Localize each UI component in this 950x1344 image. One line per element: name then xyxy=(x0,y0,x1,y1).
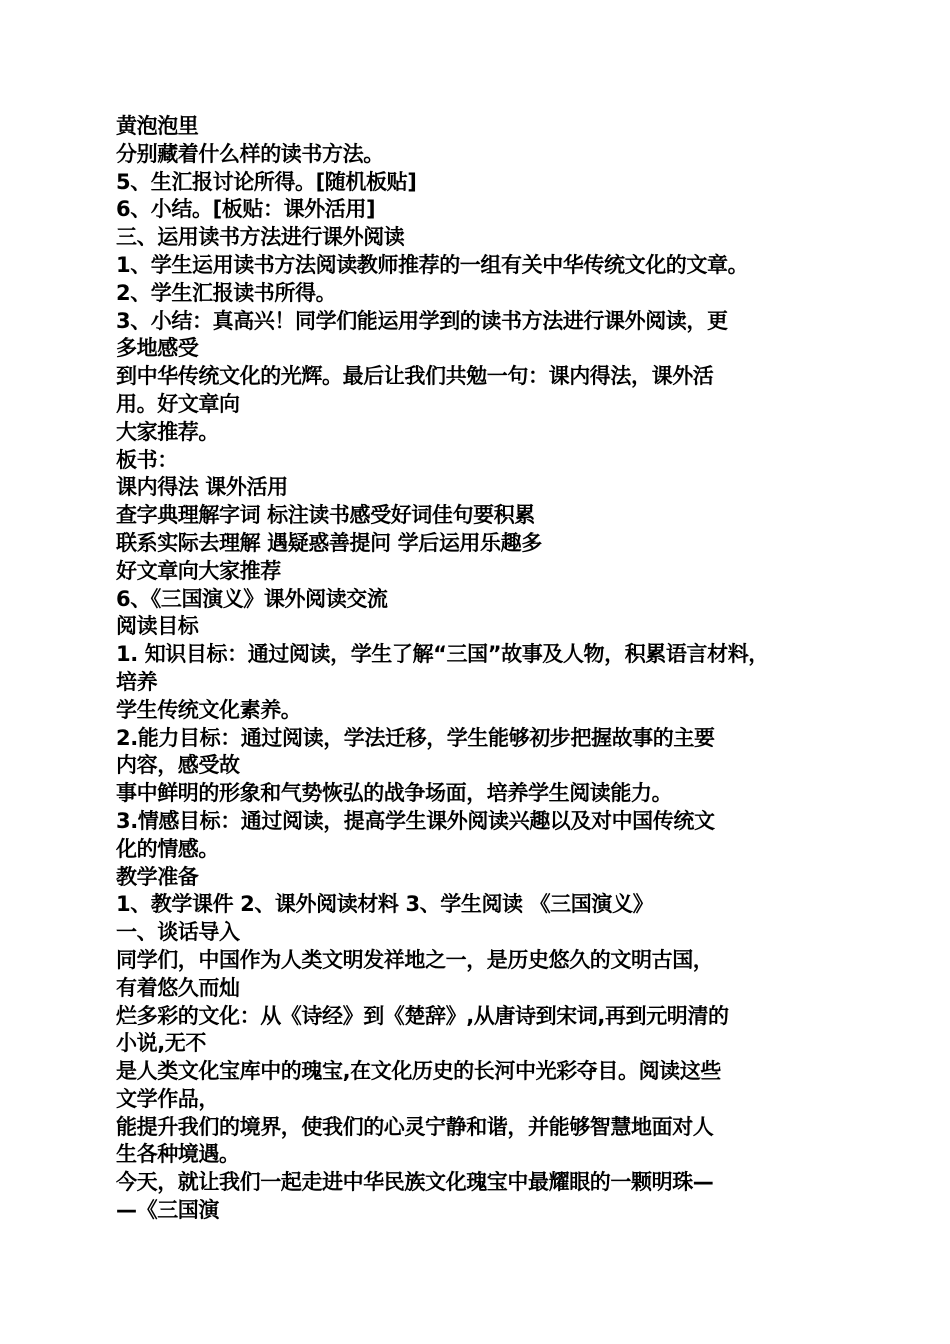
text-line: 到中华传统文化的光辉。最后让我们共勉一句：课内得法，课外活 xyxy=(116,364,714,389)
text-line: 1. 知识目标：通过阅读，学生了解“三国”故事及人物，积累语言材料， xyxy=(116,642,769,667)
section-heading: 6、《三国演义》课外阅读交流 xyxy=(116,586,388,611)
text-line: 是人类文化宝库中的瑰宝,在文化历史的长河中光彩夺目。阅读这些 xyxy=(116,1059,721,1084)
section-heading: 一、谈话导入 xyxy=(116,920,240,945)
text-line: 能提升我们的境界，使我们的心灵宁静和谐，并能够智慧地面对人 xyxy=(116,1114,714,1139)
text-line: 好文章向大家推荐 xyxy=(116,558,281,583)
text-line: 5、生汇报讨论所得。[随机板贴] xyxy=(116,169,417,194)
text-line: 联系实际去理解 遇疑惑善提问 学后运用乐趣多 xyxy=(116,530,542,555)
text-line: 分别藏着什么样的读书方法。 xyxy=(116,141,384,166)
text-line: 多地感受 xyxy=(116,336,199,361)
text-line: 6、小结。[板贴：课外活用] xyxy=(116,197,376,222)
text-line: 黄泡泡里 xyxy=(116,114,199,138)
text-line: 今天，就让我们一起走进中华民族文化瑰宝中最耀眼的一颗明珠— xyxy=(116,1170,714,1195)
text-line: 烂多彩的文化：从《诗经》到《楚辞》,从唐诗到宋词,再到元明清的 xyxy=(116,1003,729,1028)
text-line: 3.情感目标：通过阅读，提高学生课外阅读兴趣以及对中国传统文 xyxy=(116,808,715,833)
text-line: 事中鲜明的形象和气势恢弘的战争场面，培养学生阅读能力。 xyxy=(116,781,673,806)
text-line: 小说,无不 xyxy=(116,1031,206,1056)
section-heading: 三、运用读书方法进行课外阅读 xyxy=(116,225,405,250)
blackboard-heading: 板书： xyxy=(116,447,178,472)
document-body xyxy=(116,113,856,1225)
text-line: 2.能力目标：通过阅读，学法迁移，学生能够初步把握故事的主要 xyxy=(116,725,715,750)
text-line: 查字典理解字词 标注读书感受好词佳句要积累 xyxy=(116,503,535,528)
text-line: 大家推荐。 xyxy=(116,419,219,444)
text-line: 有着悠久而灿 xyxy=(116,975,240,1000)
text-line: 内容，感受故 xyxy=(116,753,240,778)
text-line: —《三国演 xyxy=(116,1198,219,1223)
text-line: 培养 xyxy=(116,669,158,694)
section-heading: 教学准备 xyxy=(116,864,199,889)
section-heading: 阅读目标 xyxy=(116,614,199,639)
text-line: 同学们，中国作为人类文明发祥地之一，是历史悠久的文明古国， xyxy=(116,947,714,972)
text-line: 文学作品， xyxy=(116,1086,219,1111)
text-line: 2、学生汇报读书所得。 xyxy=(116,280,337,305)
text-line: 课内得法 课外活用 xyxy=(116,475,288,500)
text-line: 化的情感。 xyxy=(116,836,219,861)
text-line: 1、教学课件 2、课外阅读材料 3、学生阅读 《三国演义》 xyxy=(116,892,654,917)
text-line: 3、小结：真高兴！同学们能运用学到的读书方法进行课外阅读，更 xyxy=(116,308,728,333)
text-line: 用。好文章向 xyxy=(116,391,240,416)
text-line: 学生传统文化素养。 xyxy=(116,697,302,722)
text-line: 生各种境遇。 xyxy=(116,1142,240,1167)
text-line: 1、学生运用读书方法阅读教师推荐的一组有关中华传统文化的文章。 xyxy=(116,252,749,277)
